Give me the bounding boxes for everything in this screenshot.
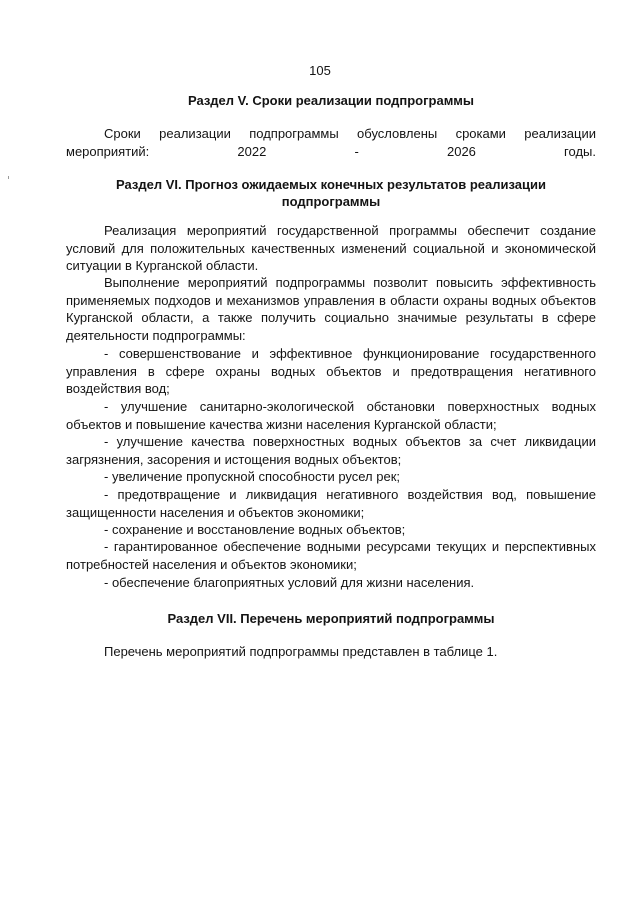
result-list-item: - гарантированное обеспечение водными ресурсами текущих и перспективных потребностей населения и объектов экономики; — [66, 539, 596, 572]
section-6-paragraph-intro: Реализация мероприятий государственной программы обеспечит создание условий для положительных качественных изменений социальной и экономической ситуации в Курганской области. — [66, 223, 596, 274]
section-6-heading — [66, 176, 596, 210]
section-6-heading-line-1: Раздел VI. Прогноз ожидаемых конечных результатов реализации — [116, 177, 546, 192]
section-7-paragraph: Перечень мероприятий подпрограммы представлен в таблице 1. — [104, 644, 498, 659]
result-list-item: - сохранение и восстановление водных объектов; — [104, 522, 406, 537]
result-list-item: - улучшение качества поверхностных водных объектов за счет ликвидации загрязнения, засорения и истощения водных объектов; — [66, 434, 596, 467]
result-list-item: - совершенствование и эффективное функционирование государственного управления в сфере охраны водных объектов и предотвращения негативного воздействия вод; — [66, 346, 596, 397]
page-number: 105 — [309, 63, 331, 78]
scan-margin-mark — [8, 176, 9, 179]
result-list-item: - увеличение пропускной способности русел рек; — [104, 469, 401, 484]
section-5-heading: Раздел V. Сроки реализации подпрограммы — [187, 93, 475, 108]
section-6-paragraph-results: Выполнение мероприятий подпрограммы позволит повысить эффективность применяемых подходов и механизмов управления в области охраны водных объектов Курганской области, а также получить социально значимые результаты в сфере деятельности подпрограммы: — [66, 275, 596, 343]
result-list-item: - улучшение санитарно-экологической обстановки поверхностных водных объектов и повышение качества жизни населения Курганской области; — [66, 399, 596, 432]
section-6-heading-line-2: подпрограммы — [281, 194, 381, 209]
section-5-paragraph: Сроки реализации подпрограммы обусловлены сроками реализации мероприятий: 2022 - 2026 годы. — [66, 126, 596, 159]
result-list-item: - предотвращение и ликвидация негативного воздействия вод, повышение защищенности населения и объектов экономики; — [66, 487, 596, 520]
result-list-item: - обеспечение благоприятных условий для жизни населения. — [104, 575, 475, 590]
section-7-heading: Раздел VII. Перечень мероприятий подпрограммы — [167, 611, 495, 626]
